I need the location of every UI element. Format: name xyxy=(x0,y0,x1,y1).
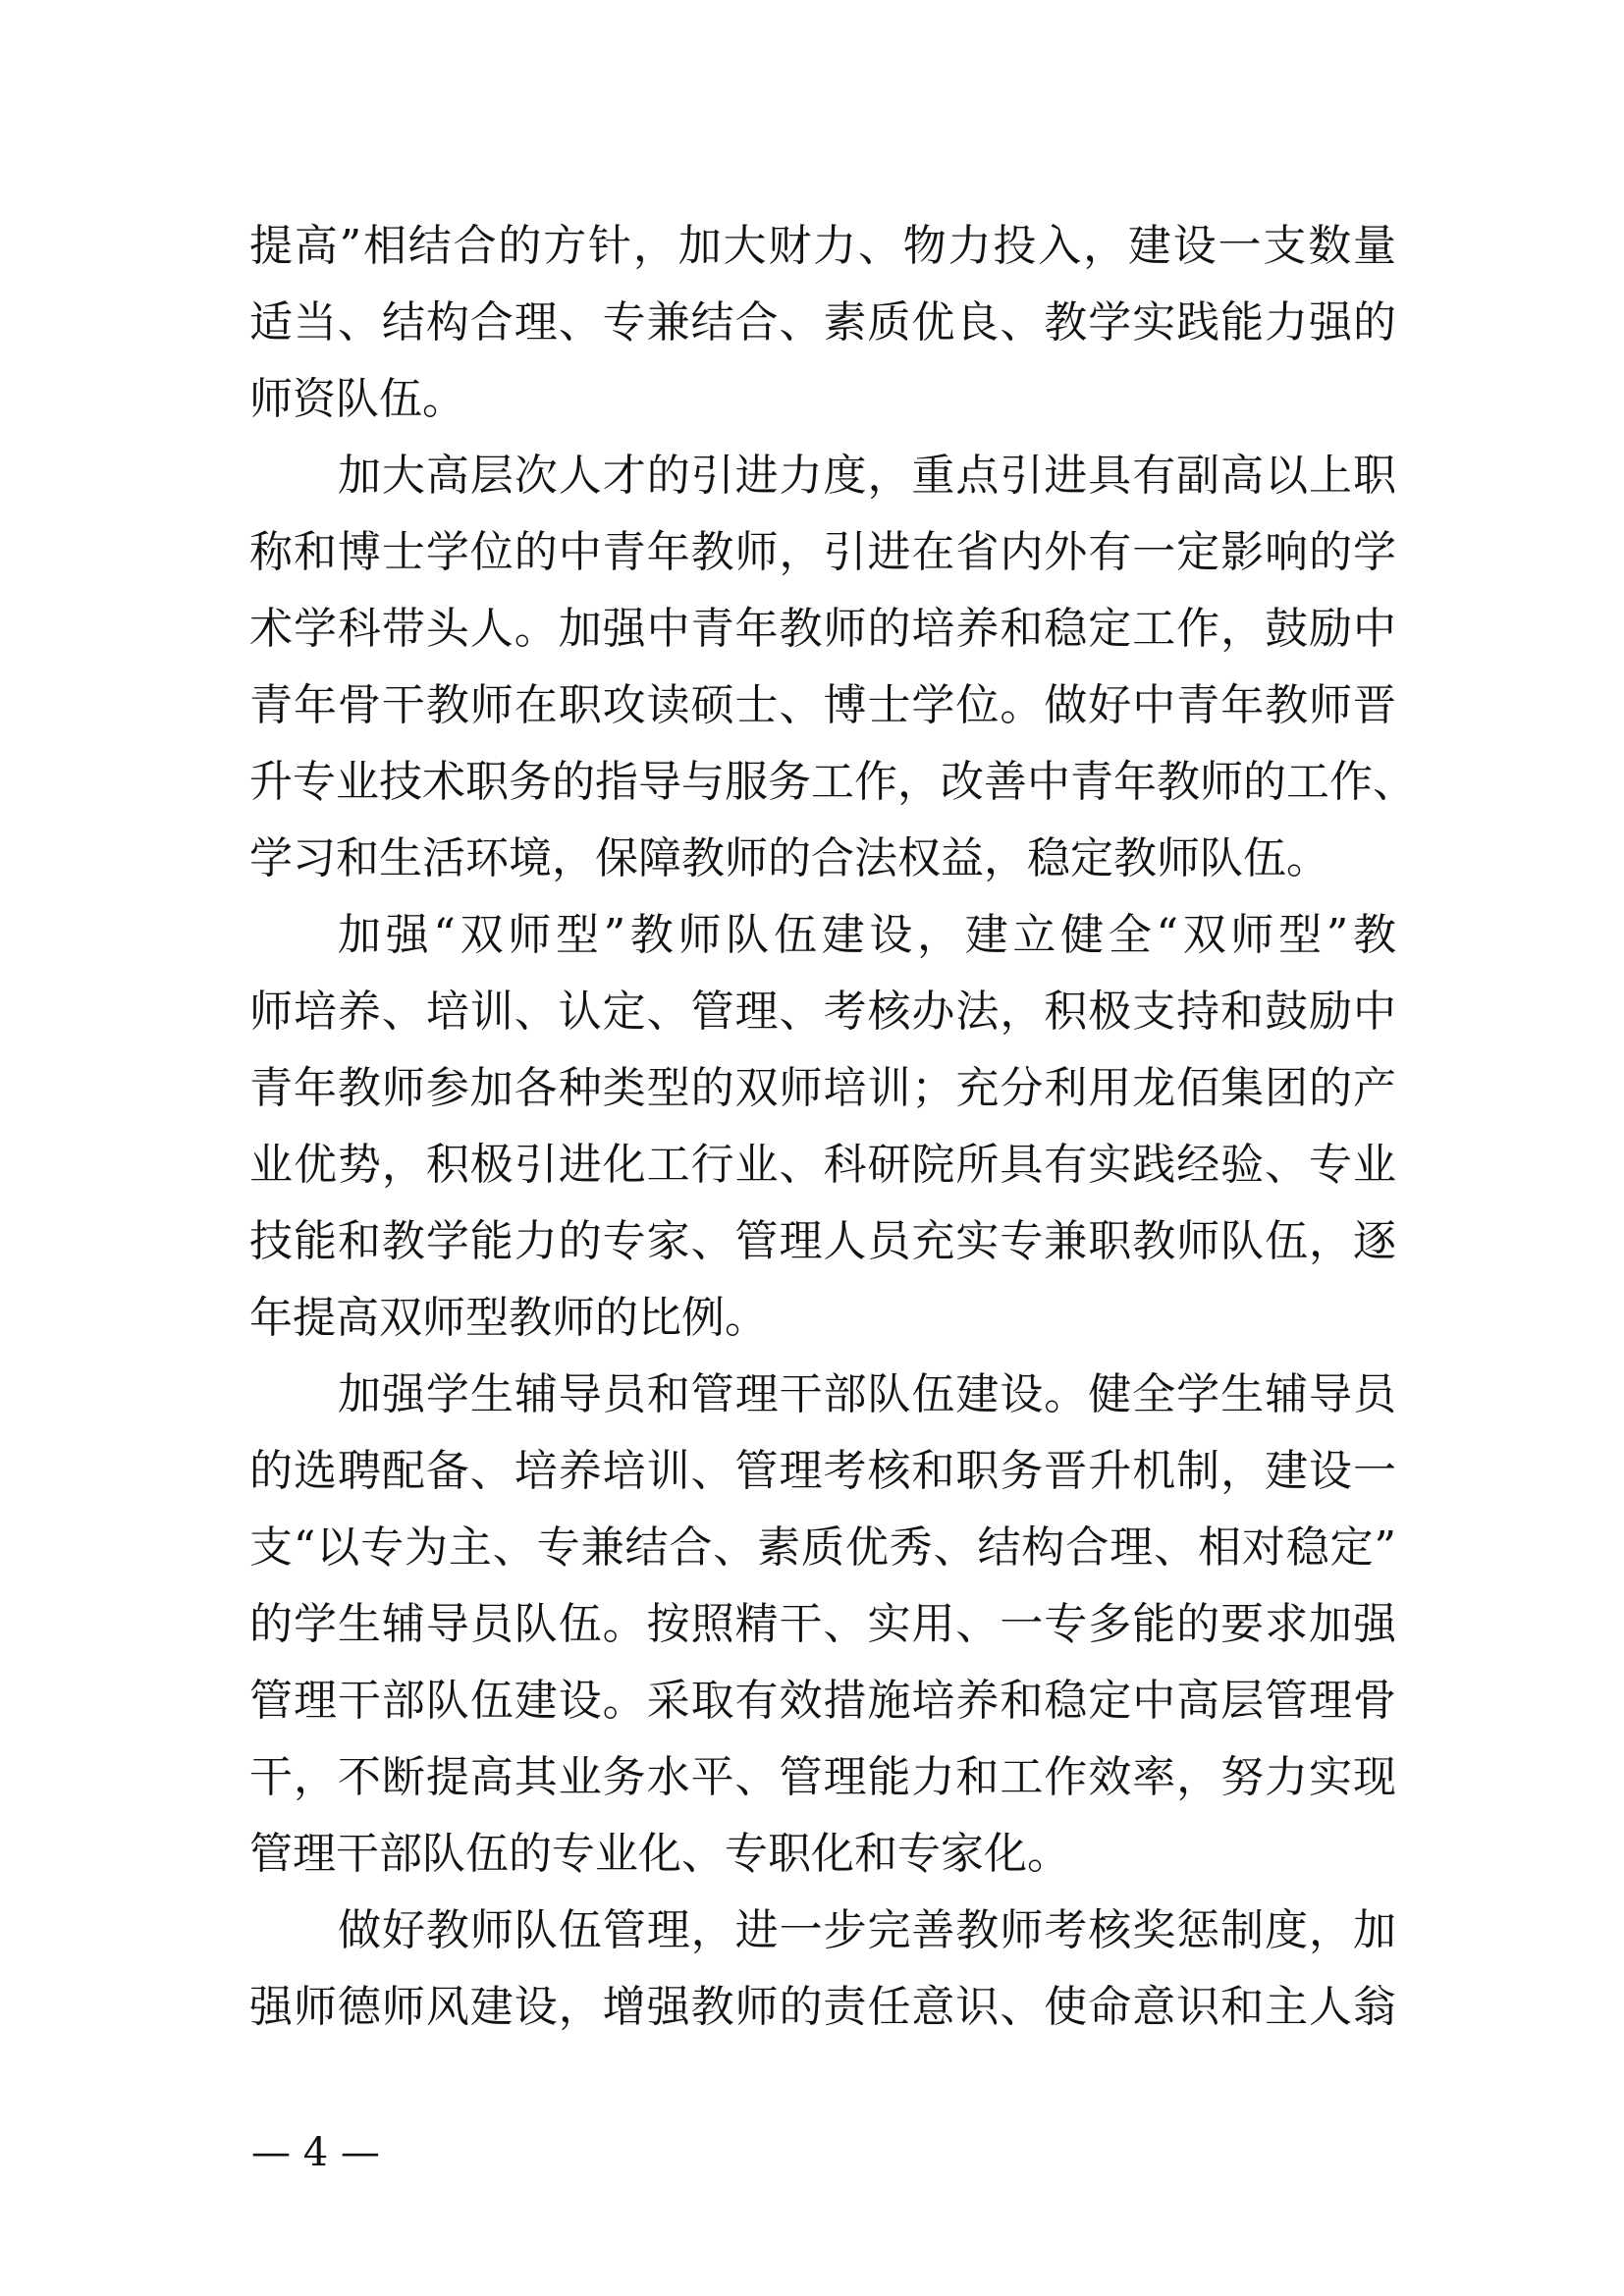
text-line: 年提高双师型教师的比例。 xyxy=(249,1293,768,1343)
text-line: 适当、结构合理、专兼结合、素质优良、教学实践能力强的 xyxy=(249,297,1396,347)
text-line: 技能和教学能力的专家、管理人员充实专兼职教师队伍，逐 xyxy=(249,1216,1396,1266)
text-line: 管理干部队伍建设。采取有效措施培养和稳定中高层管理骨 xyxy=(249,1676,1396,1726)
text-line: 师资队伍。 xyxy=(249,374,465,424)
paragraph-start-line: 加大高层次人才的引进力度，重点引进具有副高以上职 xyxy=(338,451,1396,501)
text-line: 青年骨干教师在职攻读硕士、博士学位。做好中青年教师晋 xyxy=(249,680,1396,730)
text-line: 的学生辅导员队伍。按照精干、实用、一专多能的要求加强 xyxy=(249,1599,1396,1649)
text-line: 的选聘配备、培养培训、管理考核和职务晋升机制，建设一 xyxy=(249,1446,1396,1496)
text-line: 学习和生活环境，保障教师的合法权益，稳定教师队伍。 xyxy=(249,833,1329,883)
text-line: 术学科带头人。加强中青年教师的培养和稳定工作，鼓励中 xyxy=(249,604,1396,654)
text-line: 提高”相结合的方针，加大财力、物力投入，建设一支数量 xyxy=(249,221,1396,271)
text-line: 干，不断提高其业务水平、管理能力和工作效率，努力实现 xyxy=(249,1752,1396,1802)
text-line: 管理干部队伍的专业化、专职化和专家化。 xyxy=(249,1829,1070,1879)
text-line: 业优势，积极引进化工行业、科研院所具有实践经验、专业 xyxy=(249,1140,1396,1190)
text-line: 支“以专为主、专兼结合、素质优秀、结构合理、相对稳定” xyxy=(249,1522,1396,1573)
text-line: 强师德师风建设，增强教师的责任意识、使命意识和主人翁 xyxy=(249,1982,1396,2032)
body-text xyxy=(249,208,1416,2046)
paragraph-start-line: 做好教师队伍管理，进一步完善教师考核奖惩制度，加 xyxy=(338,1905,1396,1955)
text-line: 师培养、培训、认定、管理、考核办法，积极支持和鼓励中 xyxy=(249,987,1396,1037)
text-line: 青年教师参加各种类型的双师培训；充分利用龙佰集团的产 xyxy=(249,1063,1396,1113)
text-line: 升专业技术职务的指导与服务工作，改善中青年教师的工作、 xyxy=(249,757,1416,807)
text-line: 称和博士学位的中青年教师，引进在省内外有一定影响的学 xyxy=(249,527,1396,577)
page-number: — 4 — xyxy=(251,2130,380,2175)
paragraph-start-line: 加强“双师型”教师队伍建设，建立健全“双师型”教 xyxy=(338,910,1396,960)
paragraph-start-line: 加强学生辅导员和管理干部队伍建设。健全学生辅导员 xyxy=(338,1369,1396,1419)
